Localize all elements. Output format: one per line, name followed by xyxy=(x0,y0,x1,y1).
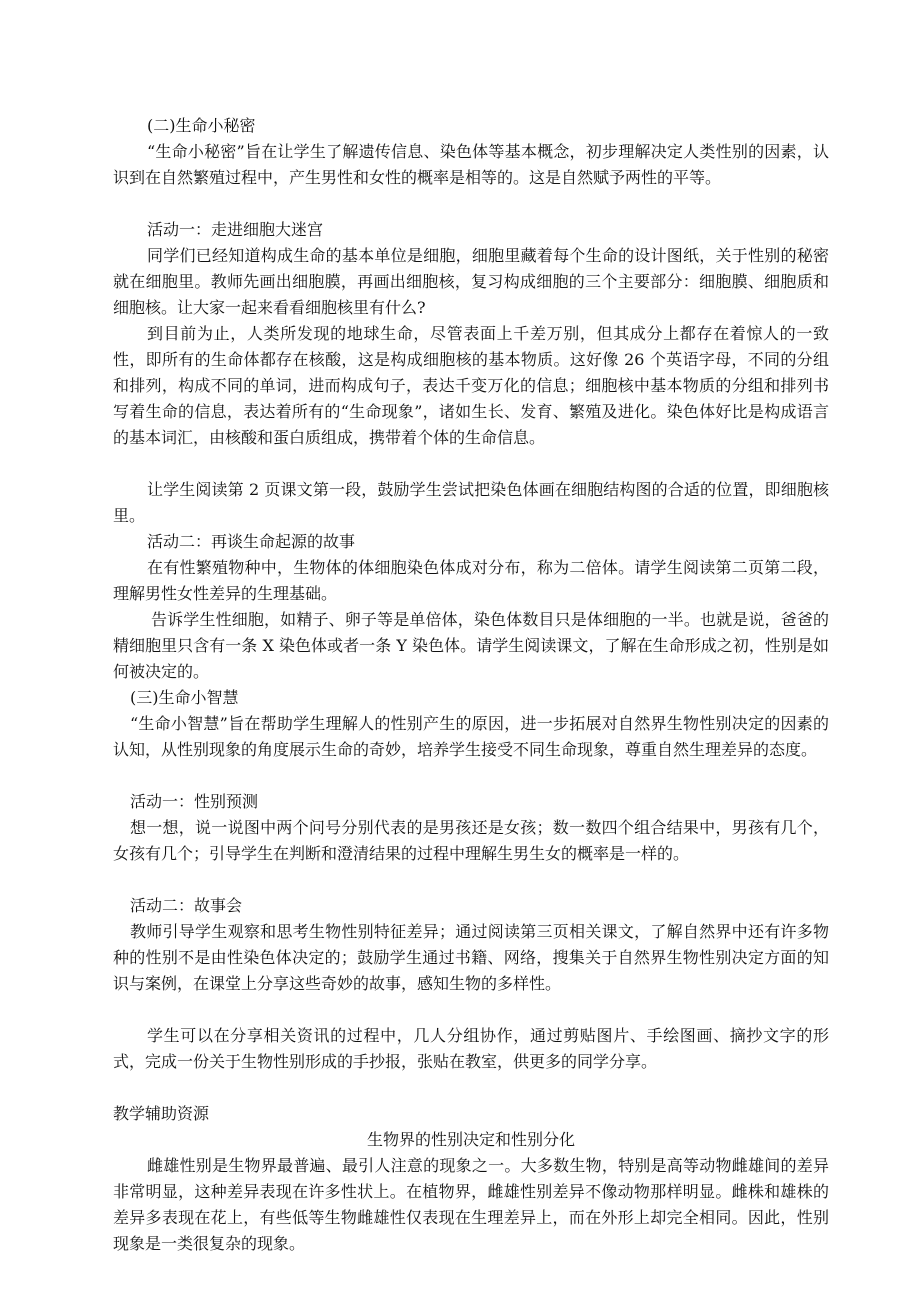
resource-article-title: 生物界的性别决定和性别分化 xyxy=(366,1130,575,1149)
activity-title-story-meeting: 活动二：故事会 xyxy=(130,896,243,915)
paragraph-probability: 想一想，说一说图中两个问号分别代表的是男孩还是女孩；数一数四个组合结果中，男孩有几个，女孩有几个；引导学生在判断和澄清结果的过程中理解生男生女的概率是一样的。 xyxy=(113,818,829,863)
paragraph-handwritten-newspaper: 学生可以在分享相关资讯的过程中，几人分组协作，通过剪贴图片、手绘图画、摘抄文字的形式，完成一份关于生物性别形成的手抄报，张贴在教室，供更多的同学分享。 xyxy=(113,1026,829,1071)
section-intro-secret: “生命小秘密”旨在让学生了解遗传信息、染色体等基本概念，初步理解决定人类性别的因素，认识到在自然繁殖过程中，产生男性和女性的概率是相等的。这是自然赋予两性的平等。 xyxy=(113,142,829,187)
paragraph-diversity: 教师引导学生观察和思考生物性别特征差异；通过阅读第三页相关课文，了解自然界中还有许多物种的性别不是由性染色体决定的；鼓励学生通过书籍、网络，搜集关于自然界生物性别决定方面的知识与案例，在课堂上分享这些奇妙的故事，感知生物的多样性。 xyxy=(113,922,829,993)
paragraph-cell-intro: 同学们已经知道构成生命的基本单位是细胞，细胞里藏着每个生命的设计图纸，关于性别的秘密就在细胞里。教师先画出细胞膜，再画出细胞核，复习构成细胞的三个主要部分：细胞膜、细胞质和细胞核。让大家一起来看看细胞核里有什么? xyxy=(113,246,829,317)
resources-heading: 教学辅助资源 xyxy=(113,1104,210,1123)
activity-title-cell-maze: 活动一：走进细胞大迷宫 xyxy=(147,220,324,239)
section-intro-wisdom: “生命小智慧”旨在帮助学生理解人的性别产生的原因，进一步拓展对自然界生物性别决定的因素的认知，从性别现象的角度展示生命的奇妙，培养学生接受不同生命现象，尊重自然生理差异的态度。 xyxy=(113,714,829,759)
paragraph-sex-differences: 雌雄性别是生物界最普遍、最引人注意的现象之一。大多数生物，特别是高等动物雌雄间的差异非常明显，这种差异表现在许多性状上。在植物界，雌雄性别差异不像动物那样明显。雌株和雄株的差异多表现在花上，有些低等生物雌雄性仅表现在生理差异上，而在外形上却完全相同。因此，性别现象是一类很复杂的现象。 xyxy=(113,1156,829,1253)
paragraph-read-page-2: 让学生阅读第 2 页课文第一段，鼓励学生尝试把染色体画在细胞结构图的合适的位置，即细胞核里。 xyxy=(113,480,829,525)
paragraph-diploid: 在有性繁殖物种中，生物体的体细胞染色体成对分布，称为二倍体。请学生阅读第二页第二段，理解男性女性差异的生理基础。 xyxy=(113,558,829,603)
section-heading-wisdom: (三)生命小智慧 xyxy=(130,688,239,707)
activity-title-origin-story: 活动二：再谈生命起源的故事 xyxy=(147,532,356,551)
activity-title-gender-prediction: 活动一：性别预测 xyxy=(130,792,259,811)
section-heading-secret: (二)生命小秘密 xyxy=(147,116,256,135)
paragraph-haploid: 告诉学生性细胞，如精子、卵子等是单倍体，染色体数目只是体细胞的一半。也就是说，爸爸的精细胞里只含有一条 X 染色体或者一条 Y 染色体。请学生阅读课文，了解在生命形成之初，性别是如何被决定的。 xyxy=(113,610,829,681)
paragraph-nucleic-acid: 到目前为止，人类所发现的地球生命，尽管表面上千差万别，但其成分上都存在着惊人的一致性，即所有的生命体都存在核酸，这是构成细胞核的基本物质。这好像 26 个英语字母，不同的分组和排列，构成不同的单词，进而构成句子，表达千变万化的信息；细胞核中基本物质的分组和排列书写着生命的信息，表达着所有的“生命现象”，诸如生长、发育、繁殖及进化。染色体好比是构成语言的基本词汇，由核酸和蛋白质组成，携带着个体的生命信息。 xyxy=(113,324,829,447)
